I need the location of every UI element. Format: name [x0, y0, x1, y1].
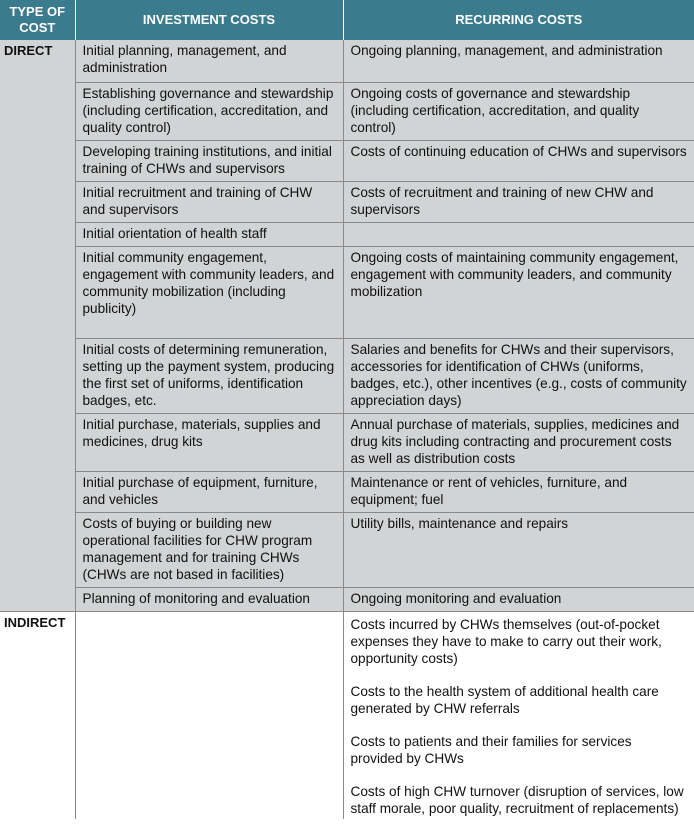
direct-type-label: DIRECT: [0, 40, 75, 611]
investment-cell: Initial costs of determining remuneration, setting up the payment system, producing the first set of uniforms, identification badges, etc.: [75, 338, 343, 413]
recurring-cell: Maintenance or rent of vehicles, furniture, and equipment; fuel: [343, 471, 694, 512]
investment-cell: Establishing governance and stewardship (including certification, accreditation, and quality control): [75, 82, 343, 140]
table-row: [0, 181, 694, 222]
table-row: [0, 222, 694, 246]
recurring-cell: Costs of recruitment and training of new CHW and supervisors: [343, 181, 694, 222]
table-row: [0, 140, 694, 181]
investment-cell: Developing training institutions, and initial training of CHWs and supervisors: [75, 140, 343, 181]
header-recurring-costs: RECURRING COSTS: [343, 0, 694, 40]
recurring-cell: Annual purchase of materials, supplies, medicines and drug kits including contracting and procurement costs as well as distribution costs: [343, 413, 694, 471]
investment-cell: Initial orientation of health staff: [75, 222, 343, 246]
header-row: [0, 0, 694, 40]
indirect-cost-item: Costs to the health system of additional health care generated by CHW referrals: [350, 683, 659, 716]
table-row: [0, 512, 694, 587]
investment-cell: Planning of monitoring and evaluation: [75, 587, 343, 611]
header-investment-costs: INVESTMENT COSTS: [75, 0, 343, 40]
header-type-of-cost: TYPE OF COST: [0, 0, 75, 40]
table-row: [0, 413, 694, 471]
indirect-cost-item: Costs to patients and their families for services provided by CHWs: [350, 733, 632, 766]
investment-cell: Initial planning, management, and administration: [75, 40, 343, 82]
recurring-cell: [343, 222, 694, 246]
recurring-cell: Ongoing planning, management, and administration: [343, 40, 694, 82]
recurring-cell: [343, 611, 694, 819]
table-row: [0, 338, 694, 413]
investment-cell: [75, 611, 343, 819]
recurring-cell: Ongoing monitoring and evaluation: [343, 587, 694, 611]
table-row: [0, 471, 694, 512]
investment-cell: Initial recruitment and training of CHW and supervisors: [75, 181, 343, 222]
recurring-cell: Salaries and benefits for CHWs and their supervisors, accessories for identification of CHWs (uniforms, badges, etc.), other incentives (e.g., costs of community appreciation days): [343, 338, 694, 413]
indirect-type-label: INDIRECT: [0, 611, 75, 819]
table-row: [0, 40, 694, 82]
table-row: [0, 587, 694, 611]
indirect-cost-item: Costs incurred by CHWs themselves (out-of-pocket expenses they have to make to carry out their work, opportunity costs): [350, 616, 662, 666]
table-row-indirect: [0, 611, 694, 819]
investment-cell: Costs of buying or building new operational facilities for CHW program management and for training CHWs (CHWs are not based in facilities): [75, 512, 343, 587]
table-row: [0, 246, 694, 338]
investment-cell: Initial purchase of equipment, furniture, and vehicles: [75, 471, 343, 512]
recurring-cell: Costs of continuing education of CHWs and supervisors: [343, 140, 694, 181]
indirect-cost-item: Costs of high CHW turnover (disruption of services, low staff morale, poor quality, recruitment of replacements): [350, 783, 684, 816]
recurring-cell: Utility bills, maintenance and repairs: [343, 512, 694, 587]
recurring-cell: Ongoing costs of maintaining community engagement, engagement with community leaders, and community mobilization: [343, 246, 694, 338]
investment-cell: Initial community engagement, engagement with community leaders, and community mobilization (including publicity): [75, 246, 343, 338]
investment-cell: Initial purchase, materials, supplies and medicines, drug kits: [75, 413, 343, 471]
table-row: [0, 82, 694, 140]
recurring-cell: Ongoing costs of governance and stewardship (including certification, accreditation, and quality control): [343, 82, 694, 140]
